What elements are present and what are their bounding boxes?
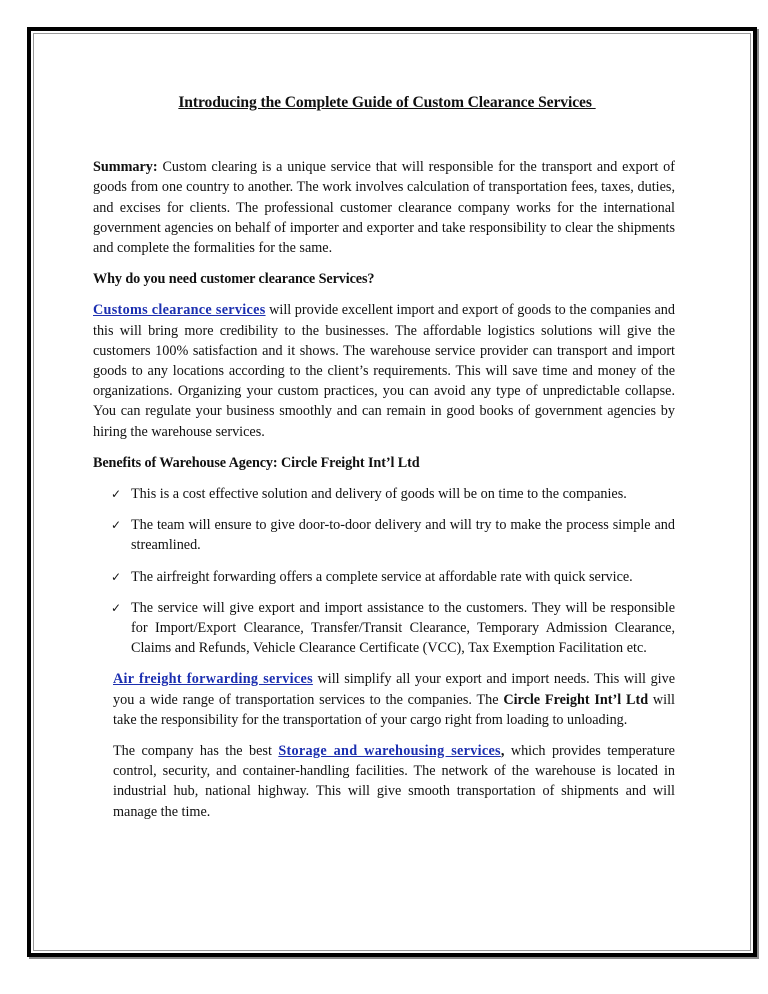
section-heading-why: Why do you need customer clearance Services?	[93, 271, 375, 288]
document-content	[93, 93, 675, 833]
air-freight-text-a: will simplify all your export and import needs. This will give you a wide range of transportation services to the companies. The	[113, 671, 675, 708]
document-title: Introducing the Complete Guide of Custom Clearance Services	[178, 94, 596, 111]
air-freight-forwarding-services-link[interactable]: Air freight forwarding services	[113, 671, 313, 688]
customs-paragraph	[93, 300, 675, 441]
list-item	[93, 515, 675, 555]
benefits-list	[93, 484, 675, 658]
list-item-text: The team will ensure to give door-to-door delivery and will try to make the process simple and streamlined.	[131, 517, 675, 554]
customs-clearance-services-link[interactable]: Customs clearance services	[93, 302, 266, 319]
list-item	[93, 484, 675, 504]
list-item	[93, 598, 675, 659]
check-icon: ✓	[111, 569, 122, 584]
section-heading-benefits: Benefits of Warehouse Agency: Circle Freight Int’l Ltd	[93, 454, 420, 471]
list-item	[93, 567, 675, 587]
check-icon: ✓	[111, 518, 122, 533]
air-freight-paragraph	[113, 669, 675, 730]
storage-comma: ,	[500, 743, 505, 760]
list-item-text: The airfreight forwarding offers a complete service at affordable rate with quick service.	[131, 568, 633, 585]
storage-warehousing-services-link[interactable]: Storage and warehousing services	[278, 743, 501, 760]
check-icon: ✓	[111, 600, 122, 615]
storage-text-b: which provides temperature control, security, and container-handling facilities. The network of the warehouse is located in industrial hub, national highway. This will give smooth transportation of shipments and will manage the time.	[113, 743, 675, 820]
list-item-text: This is a cost effective solution and delivery of goods will be on time to the companies.	[131, 486, 627, 503]
storage-text-a: The company has the best	[113, 743, 279, 760]
customs-paragraph-text: will provide excellent import and export of goods to the companies and this will bring more credibility to the businesses. The affordable logistics solutions will give the customers 100% satisfaction and it shows. The warehouse service provider can transport and import goods to any locations according to the client’s requirements. This will save time and money of the organizations. Organizing your custom practices, you can avoid any type of unpredictable collapse. You can regulate your business smoothly and can remain in good books of government agencies by hiring the warehouse services.	[93, 302, 675, 440]
company-name: Circle Freight Int’l Ltd	[503, 691, 649, 708]
air-freight-text-b: will take the responsibility for the transportation of your cargo right from loading to unloading.	[113, 691, 675, 728]
summary-text: Custom clearing is a unique service that will responsible for the transport and export of goods from one country to another. The work involves calculation of transportation fees, taxes, duties, and excises for clients. The professional customer clearance company works for the international government agencies on behalf of importer and exporter and take responsibility to clear the shipments and complete the formalities for the same.	[93, 159, 675, 257]
summary-label: Summary:	[93, 159, 158, 176]
summary-paragraph	[93, 157, 675, 258]
list-item-text: The service will give export and import assistance to the customers. They will be responsible for Import/Export Clearance, Transfer/Transit Clearance, Temporary Admission Clearance, Claims and Refunds, Vehicle Clearance Certificate (VCC), Tax Exemption Facilitation etc.	[131, 599, 675, 657]
check-icon: ✓	[111, 487, 122, 502]
storage-paragraph	[113, 741, 675, 822]
